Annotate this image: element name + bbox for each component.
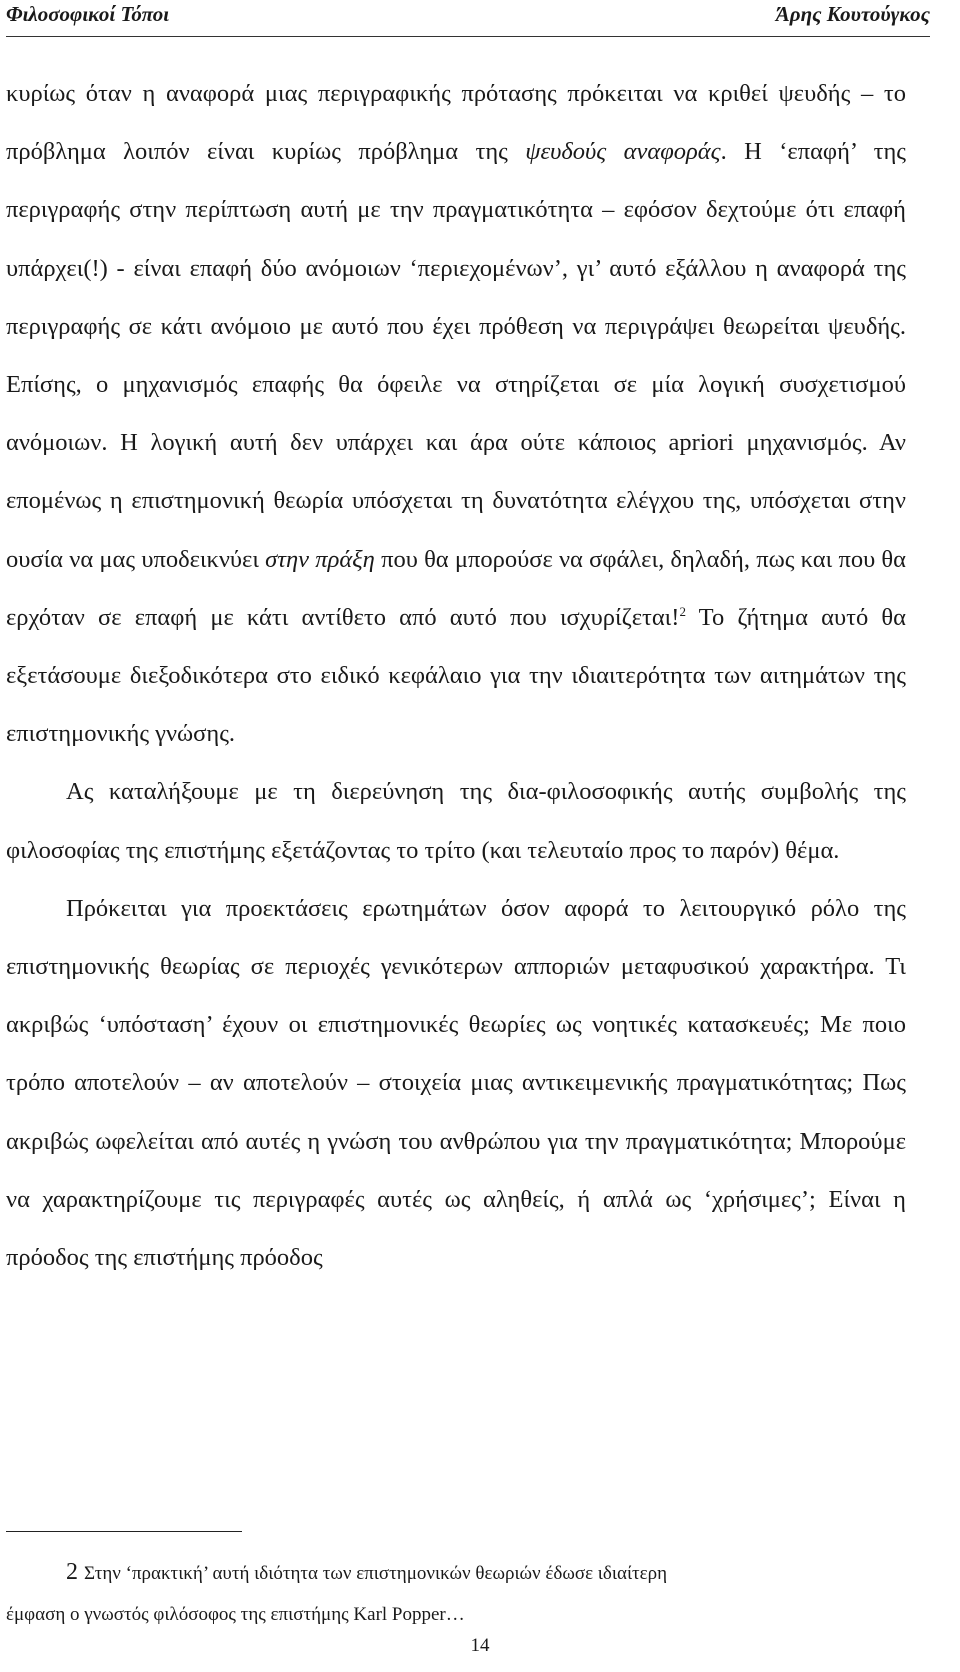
footnote-separator	[6, 1531, 242, 1532]
paragraph-2: Ας καταλήξουμε με τη διερεύνηση της δια-φιλοσοφικής αυτής συμβολής της φιλοσοφίας της επιστήμης εξετάζοντας το τρίτο (και τελευταίο προς το παρόν) θέμα.	[6, 778, 906, 864]
footnote-line-1	[6, 1552, 922, 1594]
paragraph-3: Πρόκειται για προεκτάσεις ερωτημάτων όσον αφορά το λειτουργικό ρόλο της επιστημονικής θεωρίας σε περιοχές γενικότερων απποριών μεταφυσικού χαρακτήρα. Τι ακριβώς ‘υπόσταση’ έχουν οι επιστημονικές θεωρίες ως νοητικές κατασκευές; Με ποιο τρόπο αποτελούν – αν αποτελούν – στοιχεία μιας αντικειμενικής πραγματικότητας; Πως ακριβώς ωφελείται από αυτές η γνώση του ανθρώπου για την πραγματικότητα; Μπορούμε να χαρακτηρίζουμε τις περιγραφές αυτές ως αληθείς, ή απλά ως ‘χρήσιμες’; Είναι η πρόοδος της επιστήμης πρόοδος	[6, 894, 906, 1272]
footnote	[6, 1552, 922, 1635]
footnote-text-2: έμφαση ο γνωστός φιλόσοφος της επιστήμης Karl Popper…	[6, 1604, 465, 1625]
running-header	[6, 2, 930, 32]
paragraph-1-part-4: Το ζήτημα αυτό θα εξετάσουμε διεξοδικότερα στο ειδικό κεφάλαιο για την ιδιαιτερότητα των αιτημάτων της επιστημονικής γνώσης.	[6, 603, 906, 748]
paragraph-1-part-1: κυρίως όταν η αναφορά μιας περιγραφικής πρότασης πρόκειται να κριθεί ψευδής – το πρόβλημα λοιπόν είναι κυρίως πρόβλημα της	[6, 80, 906, 166]
footnote-number: 2	[66, 1559, 78, 1585]
paragraph-1-italic-1: ψευδούς αναφοράς	[525, 138, 721, 166]
footnote-reference[interactable]: 2	[679, 603, 686, 619]
header-book-title: Φιλοσοφικοί Τόποι	[6, 2, 170, 26]
body-text	[6, 65, 906, 1287]
paragraph-1-italic-2: στην πράξη	[265, 545, 375, 573]
paragraph-1-part-2: . Η ‘επαφή’ της περιγραφής στην περίπτωση αυτή με την πραγματικότητα – εφόσον δεχτούμε ότι επαφή υπάρχει(!) - είναι επαφή δύο ανόμοιων ‘περιεχομένων’, γι’ αυτό εξάλλου η αναφορά της περιγραφής σε κάτι ανόμοιο με αυτό που έχει πρόθεση να περιγράψει θεωρείται ψευδής. Επίσης, ο μηχανισμός επαφής θα όφειλε να στηρίζεται σε μία λογική συσχετισμού ανόμοιων. Η λογική αυτή δεν υπάρχει και άρα ούτε κάποιος apriori μηχανισμός. Αν επομένως η επιστημονική θεωρία υπόσχεται τη δυνατότητα ελέγχου της, υπόσχεται στην ουσία να μας υποδεικνύει	[6, 138, 906, 573]
header-rule	[6, 36, 930, 37]
page-number: 14	[470, 1635, 490, 1656]
paragraph-1-part-3: που θα μπορούσε να σφάλει, δηλαδή, πως και που θα ερχόταν σε επαφή με κάτι αντίθετο από αυτό που ισχυρίζεται!	[6, 545, 907, 631]
header-author: Άρης Κουτούγκος	[775, 2, 930, 26]
footnote-text-1: Στην ‘πρακτική’ αυτή ιδιότητα των επιστημονικών θεωριών έδωσε ιδιαίτερη	[84, 1563, 668, 1584]
paragraph-1	[6, 65, 906, 763]
